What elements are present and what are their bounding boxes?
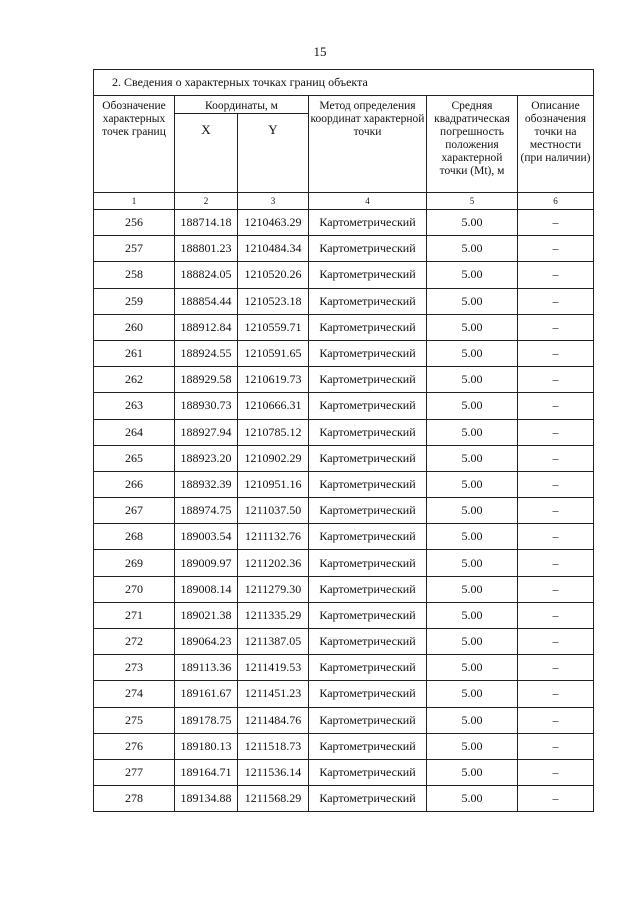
accuracy-cell: 5.00: [427, 367, 518, 393]
x-coordinate-cell: 189009.97: [175, 550, 238, 576]
accuracy-cell: 5.00: [427, 445, 518, 471]
x-coordinate-cell: 188930.73: [175, 393, 238, 419]
table-row: [94, 681, 594, 707]
method-cell: Картометрический: [309, 524, 427, 550]
column-number: 2: [175, 193, 238, 210]
table-row: [94, 602, 594, 628]
x-coordinate-cell: 189180.13: [175, 733, 238, 759]
point-number-cell: 272: [94, 629, 175, 655]
accuracy-cell: 5.00: [427, 707, 518, 733]
point-number-cell: 275: [94, 707, 175, 733]
accuracy-cell: 5.00: [427, 576, 518, 602]
description-cell: –: [518, 210, 594, 236]
table-row: [94, 707, 594, 733]
x-coordinate-cell: 189161.67: [175, 681, 238, 707]
table-row: [94, 629, 594, 655]
accuracy-cell: 5.00: [427, 340, 518, 366]
accuracy-cell: 5.00: [427, 524, 518, 550]
description-cell: –: [518, 498, 594, 524]
column-number: 4: [309, 193, 427, 210]
x-coordinate-cell: 189008.14: [175, 576, 238, 602]
column-number: 6: [518, 193, 594, 210]
y-coordinate-cell: 1211037.50: [238, 498, 309, 524]
x-coordinate-cell: 188854.44: [175, 288, 238, 314]
description-cell: –: [518, 288, 594, 314]
method-cell: Картометрический: [309, 367, 427, 393]
method-cell: Картометрический: [309, 786, 427, 812]
method-cell: Картометрический: [309, 576, 427, 602]
point-number-cell: 260: [94, 314, 175, 340]
table-row: [94, 367, 594, 393]
point-number-cell: 262: [94, 367, 175, 393]
method-cell: Картометрический: [309, 210, 427, 236]
method-cell: Картометрический: [309, 445, 427, 471]
method-cell: Картометрический: [309, 288, 427, 314]
method-cell: Картометрический: [309, 629, 427, 655]
header-accuracy: Средняя квадратическая погрешность положения характерной точки (Mt), м: [427, 96, 518, 193]
description-cell: –: [518, 576, 594, 602]
header-method: Метод определения координат характерной точки: [309, 96, 427, 193]
header-description: Описание обозначения точки на местности (при наличии): [518, 96, 594, 193]
description-cell: –: [518, 733, 594, 759]
method-cell: Картометрический: [309, 262, 427, 288]
y-coordinate-cell: 1211387.05: [238, 629, 309, 655]
method-cell: Картометрический: [309, 471, 427, 497]
accuracy-cell: 5.00: [427, 210, 518, 236]
table-row: [94, 340, 594, 366]
point-number-cell: 269: [94, 550, 175, 576]
method-cell: Картометрический: [309, 314, 427, 340]
method-cell: Картометрический: [309, 759, 427, 785]
description-cell: –: [518, 707, 594, 733]
header-designation: Обозначение характерных точек границ: [94, 96, 175, 193]
method-cell: Картометрический: [309, 733, 427, 759]
point-number-cell: 271: [94, 602, 175, 628]
method-cell: Картометрический: [309, 602, 427, 628]
method-cell: Картометрический: [309, 681, 427, 707]
table-row: [94, 655, 594, 681]
y-coordinate-cell: 1210559.71: [238, 314, 309, 340]
x-coordinate-cell: 188824.05: [175, 262, 238, 288]
x-coordinate-cell: 188924.55: [175, 340, 238, 366]
description-cell: –: [518, 629, 594, 655]
accuracy-cell: 5.00: [427, 681, 518, 707]
y-coordinate-cell: 1210619.73: [238, 367, 309, 393]
description-cell: –: [518, 602, 594, 628]
column-number: 5: [427, 193, 518, 210]
accuracy-cell: 5.00: [427, 262, 518, 288]
x-coordinate-cell: 188801.23: [175, 236, 238, 262]
y-coordinate-cell: 1210666.31: [238, 393, 309, 419]
table-row: [94, 576, 594, 602]
point-number-cell: 259: [94, 288, 175, 314]
accuracy-cell: 5.00: [427, 733, 518, 759]
page-number: 15: [313, 44, 327, 59]
column-number: 3: [238, 193, 309, 210]
table-row: [94, 393, 594, 419]
description-cell: –: [518, 419, 594, 445]
section-caption-row: [94, 70, 594, 96]
accuracy-cell: 5.00: [427, 602, 518, 628]
accuracy-cell: 5.00: [427, 629, 518, 655]
table-row: [94, 210, 594, 236]
description-cell: –: [518, 314, 594, 340]
table-row: [94, 471, 594, 497]
method-cell: Картометрический: [309, 707, 427, 733]
method-cell: Картометрический: [309, 340, 427, 366]
y-coordinate-cell: 1210523.18: [238, 288, 309, 314]
header-x: X: [175, 114, 238, 193]
method-cell: Картометрический: [309, 236, 427, 262]
x-coordinate-cell: 188714.18: [175, 210, 238, 236]
table-row: [94, 419, 594, 445]
table-row: [94, 498, 594, 524]
description-cell: –: [518, 236, 594, 262]
x-coordinate-cell: 188929.58: [175, 367, 238, 393]
accuracy-cell: 5.00: [427, 393, 518, 419]
table-row: [94, 733, 594, 759]
description-cell: –: [518, 340, 594, 366]
y-coordinate-cell: 1211132.76: [238, 524, 309, 550]
accuracy-cell: 5.00: [427, 498, 518, 524]
table-row: [94, 314, 594, 340]
description-cell: –: [518, 262, 594, 288]
y-coordinate-cell: 1210463.29: [238, 210, 309, 236]
header-coordinates: Координаты, м: [175, 96, 309, 114]
description-cell: –: [518, 550, 594, 576]
y-coordinate-cell: 1211568.29: [238, 786, 309, 812]
x-coordinate-cell: 189113.36: [175, 655, 238, 681]
description-cell: –: [518, 655, 594, 681]
point-number-cell: 273: [94, 655, 175, 681]
y-coordinate-cell: 1210902.29: [238, 445, 309, 471]
point-number-cell: 265: [94, 445, 175, 471]
description-cell: –: [518, 786, 594, 812]
point-number-cell: 276: [94, 733, 175, 759]
point-number-cell: 270: [94, 576, 175, 602]
description-cell: –: [518, 367, 594, 393]
accuracy-cell: 5.00: [427, 471, 518, 497]
description-cell: –: [518, 524, 594, 550]
point-number-cell: 257: [94, 236, 175, 262]
description-cell: –: [518, 445, 594, 471]
point-number-cell: 267: [94, 498, 175, 524]
accuracy-cell: 5.00: [427, 419, 518, 445]
point-number-cell: 261: [94, 340, 175, 366]
y-coordinate-cell: 1211279.30: [238, 576, 309, 602]
description-cell: –: [518, 759, 594, 785]
x-coordinate-cell: 188912.84: [175, 314, 238, 340]
description-cell: –: [518, 471, 594, 497]
y-coordinate-cell: 1211536.14: [238, 759, 309, 785]
x-coordinate-cell: 189134.88: [175, 786, 238, 812]
table-row: [94, 262, 594, 288]
description-cell: –: [518, 393, 594, 419]
y-coordinate-cell: 1211202.36: [238, 550, 309, 576]
x-coordinate-cell: 188932.39: [175, 471, 238, 497]
accuracy-cell: 5.00: [427, 288, 518, 314]
method-cell: Картометрический: [309, 655, 427, 681]
point-number-cell: 258: [94, 262, 175, 288]
point-number-cell: 274: [94, 681, 175, 707]
header-y: Y: [238, 114, 309, 193]
header-row: [94, 96, 594, 114]
table-row: [94, 550, 594, 576]
point-number-cell: 263: [94, 393, 175, 419]
point-number-cell: 268: [94, 524, 175, 550]
column-number-row: [94, 193, 594, 210]
table-row: [94, 759, 594, 785]
y-coordinate-cell: 1210951.16: [238, 471, 309, 497]
y-coordinate-cell: 1211484.76: [238, 707, 309, 733]
boundary-points-table: [93, 69, 594, 812]
accuracy-cell: 5.00: [427, 550, 518, 576]
method-cell: Картометрический: [309, 498, 427, 524]
method-cell: Картометрический: [309, 419, 427, 445]
table-row: [94, 236, 594, 262]
table-row: [94, 445, 594, 471]
y-coordinate-cell: 1211335.29: [238, 602, 309, 628]
accuracy-cell: 5.00: [427, 759, 518, 785]
y-coordinate-cell: 1210785.12: [238, 419, 309, 445]
method-cell: Картометрический: [309, 550, 427, 576]
x-coordinate-cell: 189178.75: [175, 707, 238, 733]
method-cell: Картометрический: [309, 393, 427, 419]
y-coordinate-cell: 1210484.34: [238, 236, 309, 262]
y-coordinate-cell: 1211518.73: [238, 733, 309, 759]
x-coordinate-cell: 189021.38: [175, 602, 238, 628]
accuracy-cell: 5.00: [427, 314, 518, 340]
x-coordinate-cell: 188927.94: [175, 419, 238, 445]
y-coordinate-cell: 1210520.26: [238, 262, 309, 288]
x-coordinate-cell: 189003.54: [175, 524, 238, 550]
column-number: 1: [94, 193, 175, 210]
accuracy-cell: 5.00: [427, 236, 518, 262]
point-number-cell: 278: [94, 786, 175, 812]
x-coordinate-cell: 189064.23: [175, 629, 238, 655]
y-coordinate-cell: 1210591.65: [238, 340, 309, 366]
x-coordinate-cell: 188923.20: [175, 445, 238, 471]
point-number-cell: 266: [94, 471, 175, 497]
section-caption: 2. Сведения о характерных точках границ объекта: [94, 70, 594, 96]
description-cell: –: [518, 681, 594, 707]
accuracy-cell: 5.00: [427, 655, 518, 681]
point-number-cell: 277: [94, 759, 175, 785]
accuracy-cell: 5.00: [427, 786, 518, 812]
point-number-cell: 264: [94, 419, 175, 445]
table-row: [94, 524, 594, 550]
x-coordinate-cell: 189164.71: [175, 759, 238, 785]
point-number-cell: 256: [94, 210, 175, 236]
x-coordinate-cell: 188974.75: [175, 498, 238, 524]
y-coordinate-cell: 1211419.53: [238, 655, 309, 681]
table-row: [94, 288, 594, 314]
table-row: [94, 786, 594, 812]
y-coordinate-cell: 1211451.23: [238, 681, 309, 707]
